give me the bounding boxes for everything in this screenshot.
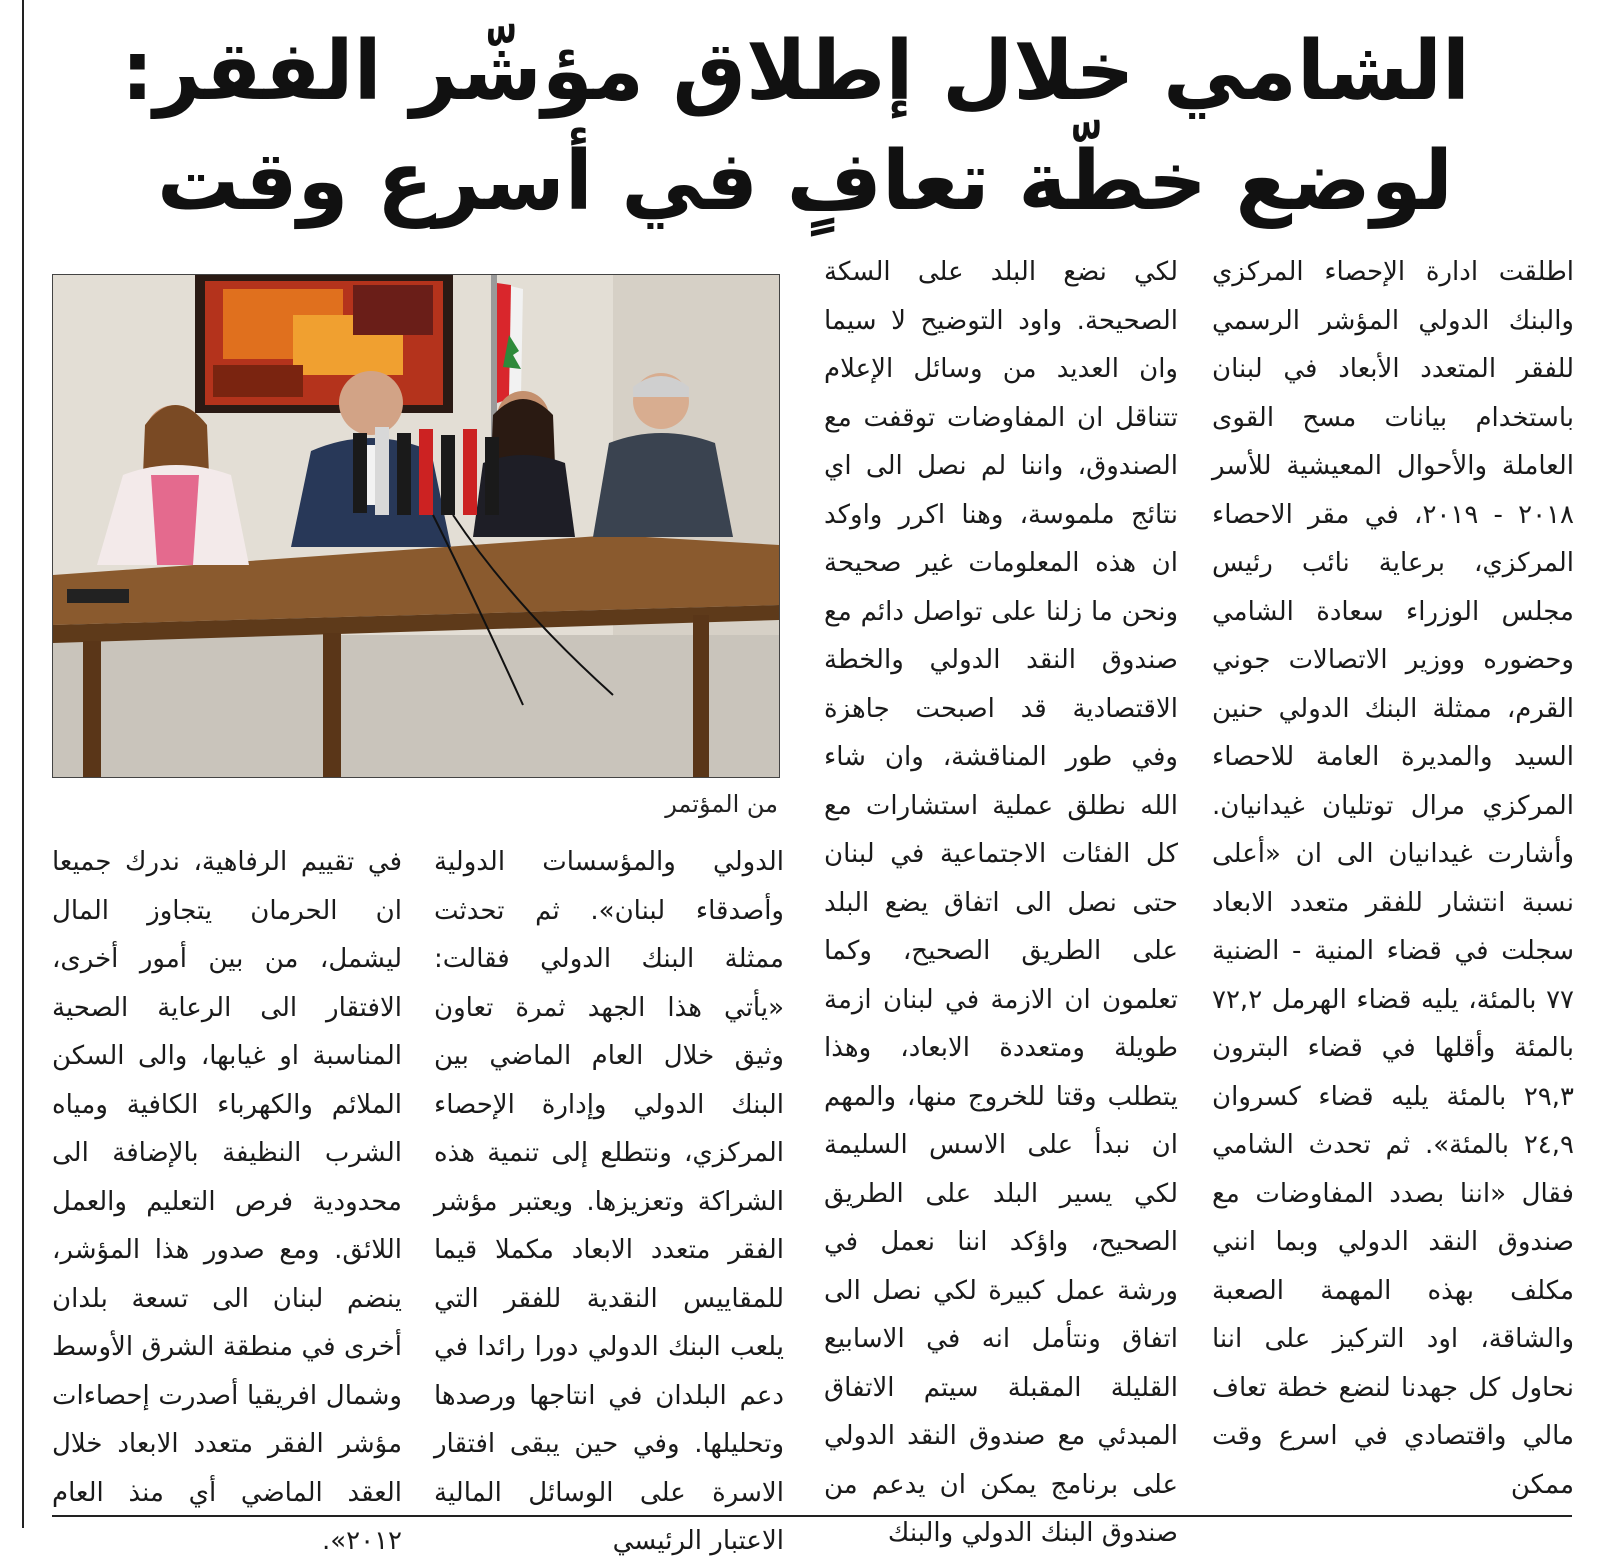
article-column-4: في تقييم الرفاهية، ندرك جميعا ان الحرمان يتجاوز المال ليشمل، من بين أمور أخرى، الافتقار الى الرعاية الصحية المناسبة او غيابها، والى السكن الملائم والكهرباء الكافية ومياه الشرب النظيفة بالإضافة الى محدودية فرص التعليم والعمل اللائق. ومع صدور هذا المؤشر، ينضم لبنان الى تسعة بلدان أخرى في منطقة الشرق الأوسط وشمال افريقيا أصدرت إحصاءات مؤشر الفقر متعدد الابعاد خلال العقد الماضي أي منذ العام ٢٠١٢». (52, 847, 402, 1556)
headline-line-1: الشامي خلال إطلاق مؤشّر الفقر: (120, 24, 1470, 119)
article-column-2: لكي نضع البلد على السكة الصحيحة. واود التوضيح لا سيما وان العديد من وسائل الإعلام تتناقل ان المفاوضات توقفت مع الصندوق، واننا لم نصل الى اي نتائج ملموسة، وهنا اكرر واوكد ان هذه المعلومات غير صحيحة ونحن ما زلنا على تواصل دائم مع صندوق النقد الدولي والخطة الاقتصادية قد اصبحت جاهزة وفي طور المناقشة، وان شاء الله نطلق عملية استشارات مع كل الفئات الاجتماعية في لبنان حتى نصل الى اتفاق يضع البلد على الطريق الصحيح، وكما تعلمون ان الازمة في لبنان ازمة طويلة ومتعددة الابعاد، وهذا يتطلب وقتا للخروج منها، والمهم ان نبدأ على الاسس السليمة لكي يسير البلد على الطريق الصحيح، واؤكد اننا نعمل في ورشة عمل كبيرة لكي نصل الى اتفاق ونتأمل انه في الاسابيع القليلة المقبلة سيتم الاتفاق المبدئي مع صندوق النقد الدولي على برنامج يمكن ان يدعم من صندوق البنك الدولي والبنك (824, 257, 1178, 1548)
photo-caption: من المؤتمر (665, 790, 778, 818)
page-left-rule (22, 0, 24, 1528)
conference-photo (52, 274, 780, 778)
article-column-1: اطلقت ادارة الإحصاء المركزي والبنك الدولي المؤشر الرسمي للفقر المتعدد الأبعاد في لبنان باستخدام بيانات مسح القوى العاملة والأحوال المعيشية للأسر ٢٠١٨ - ٢٠١٩، في مقر الاحصاء المركزي، برعاية نائب رئيس مجلس الوزراء سعادة الشامي وحضوره ووزير الاتصالات جوني القرم، ممثلة البنك الدولي حنين السيد والمديرة العامة للاحصاء المركزي مرال توتليان غيدانيان. وأشارت غيدانيان الى ان «أعلى نسبة انتشار للفقر متعدد الابعاد سجلت في قضاء المنية - الضنية ٧٧ بالمئة، يليه قضاء الهرمل ٧٢,٢ بالمئة وأقلها في قضاء البترون ٢٩,٣ بالمئة يليه قضاء كسروان ٢٤,٩ بالمئة». ثم تحدث الشامي فقال «اننا بصدد المفاوضات مع صندوق النقد الدولي وبما انني مكلف بهذه المهمة الصعبة والشاقة، اود التركيز على اننا نحاول كل جهدنا لنضع خطة تعاف مالي واقتصادي في اسرع وقت ممكن (1212, 257, 1574, 1500)
headline-line-2: لوضع خطّة تعافٍ في أسرع وقت (157, 134, 1453, 229)
article-column-3: الدولي والمؤسسات الدولية وأصدقاء لبنان». ثم تحدثت ممثلة البنك الدولي فقالت: «يأتي هذا الجهد ثمرة تعاون وثيق خلال العام الماضي بين البنك الدولي وإدارة الإحصاء المركزي، ونتطلع إلى تنمية هذه الشراكة وتعزيزها. ويعتبر مؤشر الفقر متعدد الابعاد مكملا قيما للمقاييس النقدية للفقر التي يلعب البنك الدولي دورا رائدا في دعم البلدان في انتاجها ورصدها وتحليلها. وفي حين يبقى افتقار الاسرة على الوسائل المالية الاعتبار الرئيسي (434, 847, 784, 1556)
page-bottom-rule (52, 1515, 1572, 1517)
